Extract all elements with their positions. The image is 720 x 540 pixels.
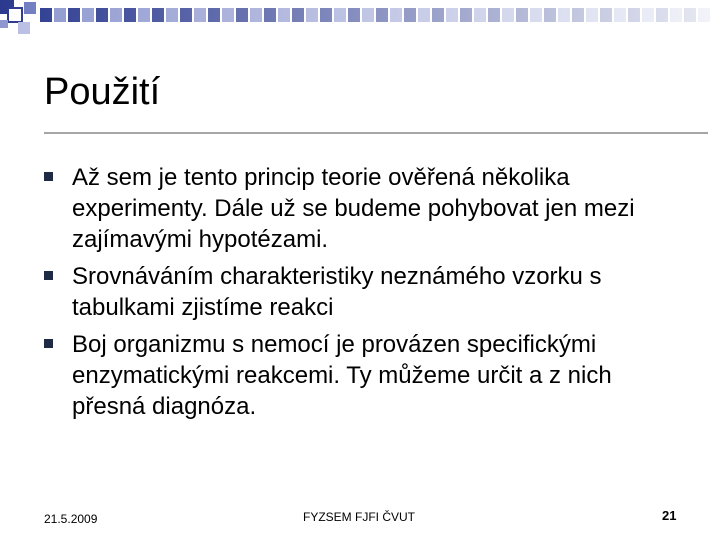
decorative-squares-header bbox=[0, 0, 720, 40]
footer-organization: FYZSEM FJFI ČVUT bbox=[303, 510, 415, 524]
bullet-square-icon bbox=[44, 172, 53, 181]
title-divider bbox=[44, 132, 708, 134]
bullet-item bbox=[44, 162, 684, 255]
bullet-item bbox=[44, 329, 684, 422]
footer-date: 21.5.2009 bbox=[44, 512, 98, 526]
bullet-square-icon bbox=[44, 271, 53, 280]
page-number: 21 bbox=[662, 508, 677, 523]
bullet-square-icon bbox=[44, 339, 53, 348]
slide-title: Použití bbox=[44, 71, 161, 113]
bullet-list bbox=[44, 162, 684, 428]
bullet-text: Boj organizmu s nemocí je provázen specifickými enzymatickými reakcemi. Ty můžeme určit a z nich přesná diagnóza. bbox=[72, 331, 612, 420]
bullet-text: Až sem je tento princip teorie ověřená několika experimenty. Dále už se budeme pohybovat jen mezi zajímavými hypotézami. bbox=[72, 164, 635, 253]
bullet-item bbox=[44, 261, 684, 323]
bullet-text: Srovnáváním charakteristiky neznámého vzorku s tabulkami zjistíme reakci bbox=[72, 263, 602, 321]
